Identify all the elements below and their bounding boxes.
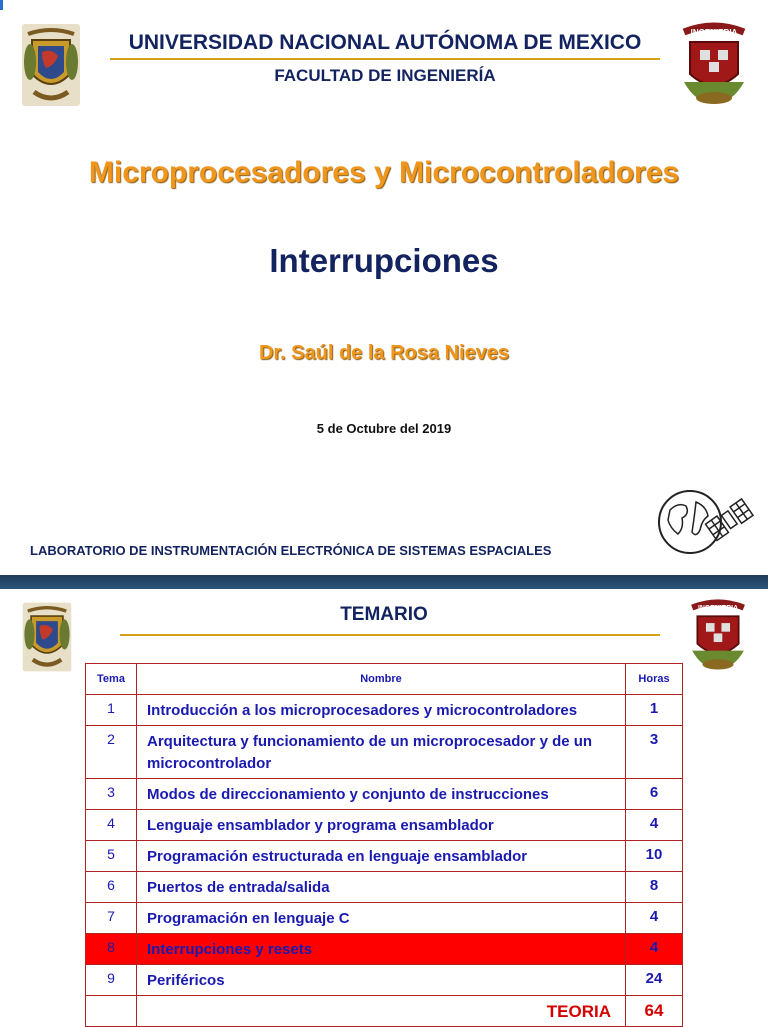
- temario-table: [85, 663, 683, 1027]
- tema-hours: 4: [626, 810, 683, 841]
- table-row: [86, 841, 683, 872]
- course-title: Microprocesadores y Microcontroladores: [88, 156, 680, 189]
- tema-hours: 24: [626, 965, 683, 996]
- globe-satellite-logo: [656, 484, 756, 560]
- table-row-highlighted: [86, 934, 683, 965]
- table-row: [86, 872, 683, 903]
- tema-name: Introducción a los microprocesadores y microcontroladores: [137, 695, 626, 726]
- tema-hours: 4: [626, 934, 683, 965]
- tema-name: Periféricos: [137, 965, 626, 996]
- table-row: [86, 903, 683, 934]
- ingenieria-logo: [682, 599, 754, 673]
- tema-name: Programación en lenguaje C: [137, 903, 626, 934]
- header-horas: Horas: [626, 664, 683, 695]
- corner-marker: [0, 0, 3, 10]
- tema-name: Arquitectura y funcionamiento de un microprocesador y de un microcontrolador: [137, 726, 626, 779]
- header-tema: Tema: [86, 664, 137, 695]
- tema-hours: 1: [626, 695, 683, 726]
- total-label: TEORIA: [137, 996, 626, 1027]
- tema-number: 9: [86, 965, 137, 996]
- table-row: [86, 779, 683, 810]
- tema-number: 8: [86, 934, 137, 965]
- table-row: [86, 726, 683, 779]
- author-name: Dr. Saúl de la Rosa Nieves: [258, 342, 510, 364]
- tema-name: Modos de direccionamiento y conjunto de instrucciones: [137, 779, 626, 810]
- unam-shield-logo: [20, 22, 82, 108]
- table-row: [86, 695, 683, 726]
- total-row: [86, 996, 683, 1027]
- tema-hours: 4: [626, 903, 683, 934]
- slide-top-bar: [0, 575, 768, 589]
- tema-number: 4: [86, 810, 137, 841]
- tema-name: Lenguaje ensamblador y programa ensamblador: [137, 810, 626, 841]
- header-nombre: Nombre: [137, 664, 626, 695]
- table-header-row: [86, 664, 683, 695]
- tema-hours: 10: [626, 841, 683, 872]
- tema-number: 5: [86, 841, 137, 872]
- table-row: [86, 810, 683, 841]
- tema-hours: 3: [626, 726, 683, 779]
- university-name: UNIVERSIDAD NACIONAL AUTÓNOMA DE MEXICO: [128, 31, 642, 54]
- total-value: 64: [626, 996, 683, 1027]
- topic-title: Interrupciones: [269, 242, 499, 279]
- ingenieria-logo: [676, 22, 752, 108]
- faculty-name: FACULTAD DE INGENIERÍA: [274, 66, 496, 85]
- presentation-date: 5 de Octubre del 2019: [316, 421, 452, 436]
- tema-number: 1: [86, 695, 137, 726]
- tema-name: Interrupciones y resets: [137, 934, 626, 965]
- temario-gold-rule: [120, 634, 660, 636]
- lab-name: LABORATORIO DE INSTRUMENTACIÓN ELECTRÓNICA DE SISTEMAS ESPACIALES: [30, 543, 552, 558]
- table-row: [86, 965, 683, 996]
- tema-hours: 8: [626, 872, 683, 903]
- tema-number: 7: [86, 903, 137, 934]
- tema-hours: 6: [626, 779, 683, 810]
- temario-title: TEMARIO: [340, 604, 428, 625]
- tema-number: 6: [86, 872, 137, 903]
- tema-name: Puertos de entrada/salida: [137, 872, 626, 903]
- tema-number: 2: [86, 726, 137, 779]
- ingenieria-logo-text: INGENIERIA: [690, 28, 738, 37]
- total-blank: [86, 996, 137, 1027]
- tema-name: Programación estructurada en lenguaje ensamblador: [137, 841, 626, 872]
- temario-slide: [0, 575, 768, 1024]
- header-gold-rule: [110, 58, 660, 60]
- tema-number: 3: [86, 779, 137, 810]
- ingenieria-logo-text: INGENIERIA: [697, 605, 739, 613]
